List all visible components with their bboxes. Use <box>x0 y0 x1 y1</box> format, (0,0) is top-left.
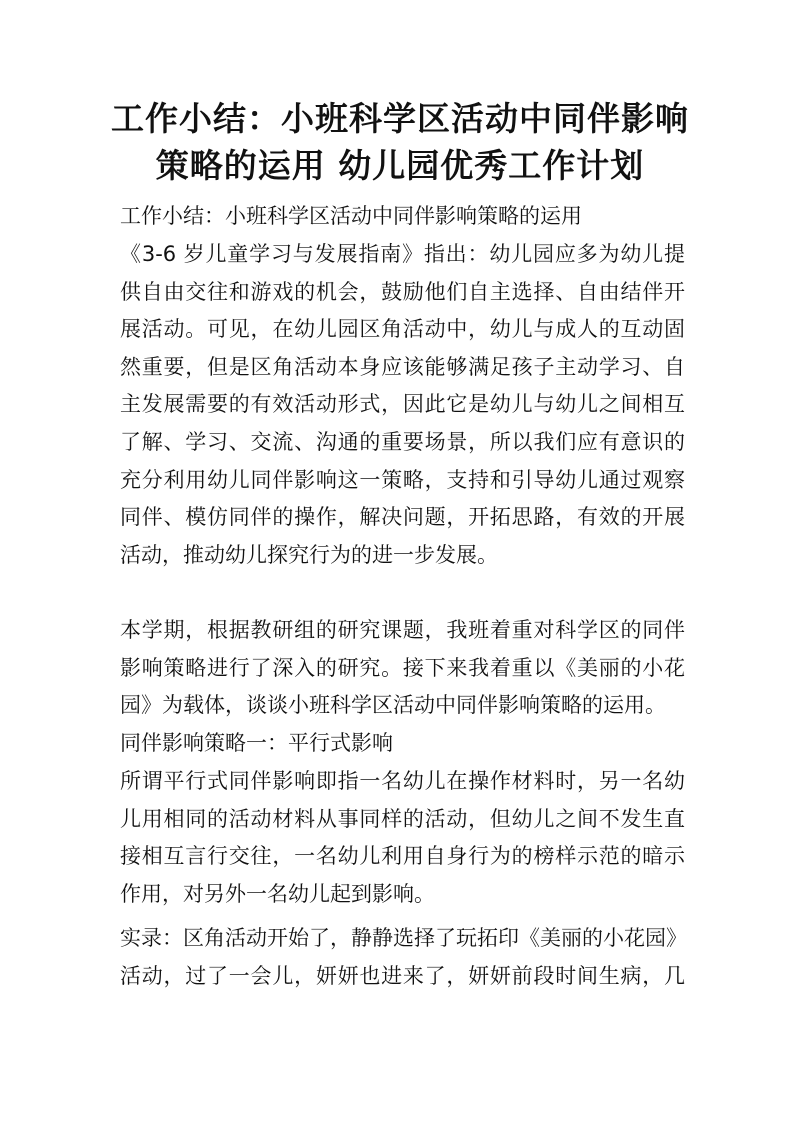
document-title-line-1: 工作小结：小班科学区活动中同伴影响 <box>111 99 689 138</box>
section-heading <box>120 725 685 763</box>
text-line: 充分利用幼儿同伴影响这一策略，支持和引导幼儿通过观察 <box>120 467 685 492</box>
text-line: 所谓平行式同伴影响即指一名幼儿在操作材料时，另一名幼 <box>120 769 685 793</box>
text-line: 展活动。可见，在幼儿园区角活动中，幼儿与成人的互动固 <box>120 317 685 342</box>
text-line: 本学期，根据教研组的研究课题，我班着重对科学区的同伴 <box>120 618 685 642</box>
text-line: 儿用相同的活动材料从事同样的活动，但幼儿之间不发生直 <box>120 806 685 831</box>
subtitle-paragraph <box>120 198 685 236</box>
text-line: 实录：区角活动开始了，静静选择了玩拓印《美丽的小花园》 <box>120 926 687 950</box>
text-line: 园》为载体，谈谈小班科学区活动中同伴影响策略的运用。 <box>120 693 666 718</box>
intro-paragraph <box>120 236 685 574</box>
text-line: 活动，推动幼儿探究行为的进一步发展。 <box>120 542 498 567</box>
text-line: 接相互言行交往，一名幼儿利用自身行为的榜样示范的暗示 <box>120 844 685 869</box>
text-line: 作用，对另外一名幼儿起到影响。 <box>120 881 435 906</box>
document-title-line-2: 策略的运用 幼儿园优秀工作计划 <box>155 146 645 185</box>
text-line: 供自由交往和游戏的机会，鼓励他们自主选择、自由结伴开 <box>120 279 685 304</box>
text-line: 工作小结：小班科学区活动中同伴影响策略的运用 <box>120 204 582 228</box>
text-line: 影响策略进行了深入的研究。接下来我着重以《美丽的小花 <box>120 655 685 680</box>
semester-paragraph <box>120 612 685 725</box>
text-line: 了解、学习、交流、沟通的重要场景，所以我们应有意识的 <box>120 429 685 454</box>
text-line: 然重要，但是区角活动本身应该能够满足孩子主动学习、自 <box>120 354 685 379</box>
definition-paragraph <box>120 763 685 913</box>
text-line: 同伴、模仿同伴的操作，解决问题，开拓思路，有效的开展 <box>120 505 685 530</box>
text-line: 同伴影响策略一：平行式影响 <box>120 731 393 755</box>
record-paragraph <box>120 920 685 995</box>
text-line: 活动，过了一会儿，妍妍也进来了，妍妍前段时间生病，几 <box>120 963 685 988</box>
text-line: 主发展需要的有效活动形式，因此它是幼儿与幼儿之间相互 <box>120 392 685 417</box>
text-line: 《3-6 岁儿童学习与发展指南》指出：幼儿园应多为幼儿提 <box>120 242 685 266</box>
